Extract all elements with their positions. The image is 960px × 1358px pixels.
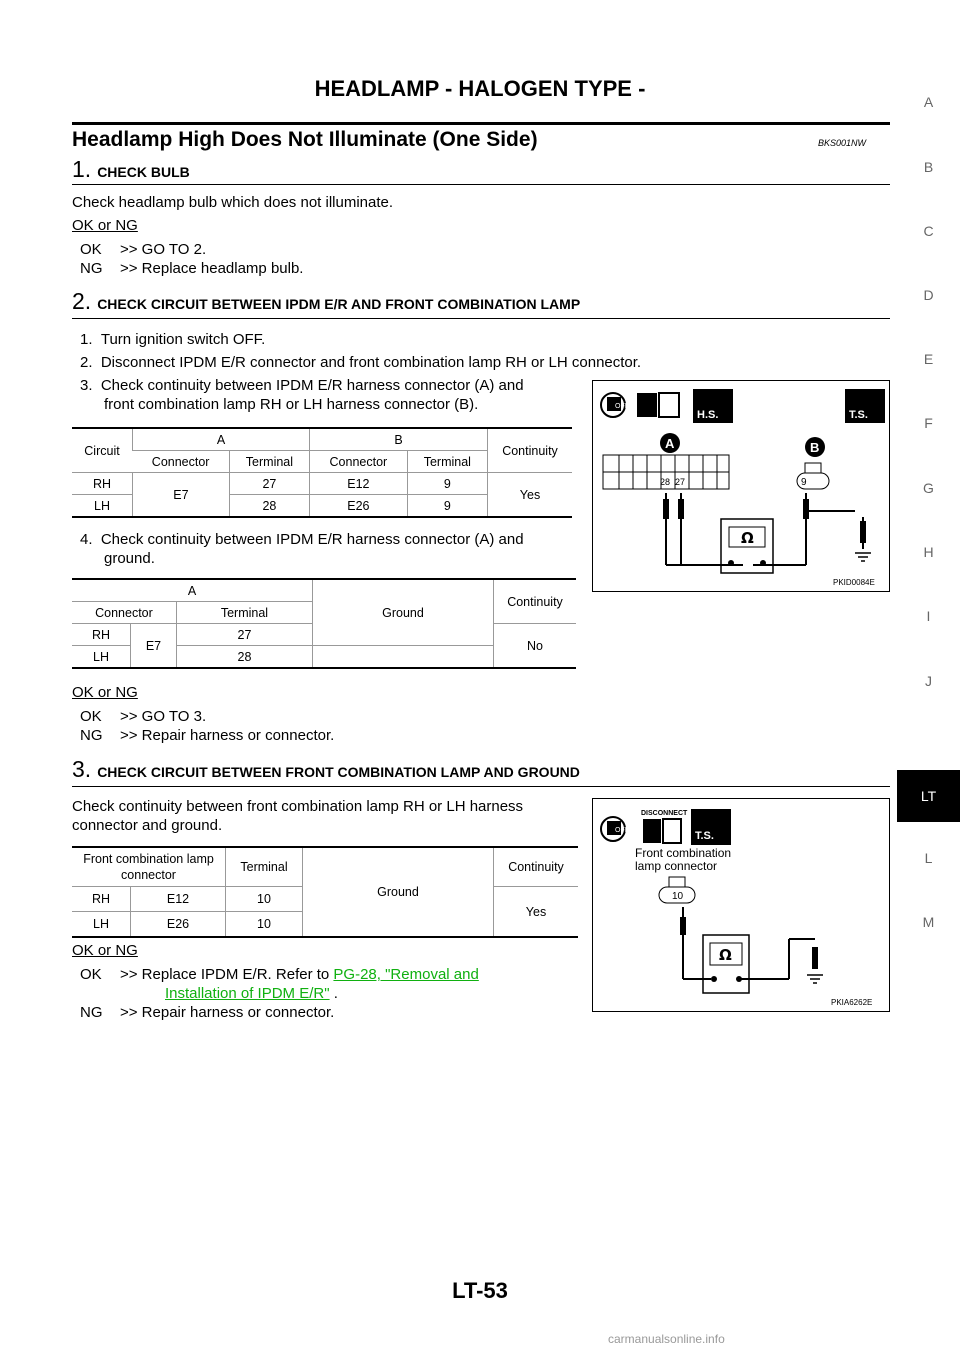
ok-key: OK bbox=[80, 966, 102, 983]
cell-a-conn: E7 bbox=[133, 473, 230, 518]
cell-b-conn: E12 bbox=[310, 473, 408, 495]
cell-circuit: RH bbox=[72, 473, 133, 495]
step3-text-a: Check continuity between front combination lamp RH or LH harness bbox=[72, 798, 524, 815]
front-combination-label: Front combination bbox=[635, 846, 732, 860]
connector-disconnect-icon bbox=[643, 819, 681, 843]
ok-value: >> Replace IPDM E/R. Refer to bbox=[120, 966, 334, 983]
th-ground: Ground bbox=[303, 847, 494, 937]
cell-b-conn: E26 bbox=[310, 495, 408, 518]
cell-circuit: RH bbox=[72, 624, 131, 646]
cell-term: 27 bbox=[176, 624, 312, 646]
ok-value: >> GO TO 3. bbox=[120, 708, 207, 725]
continuity-table-3 bbox=[72, 846, 578, 938]
step2-okng: OK or NG bbox=[72, 684, 138, 701]
ok-tail: . bbox=[329, 985, 338, 1002]
side-index-a[interactable]: A bbox=[923, 94, 934, 110]
lamp-connector-label: lamp connector bbox=[635, 859, 718, 873]
step2-item4a: 4. Check continuity between IPDM E/R harness connector (A) and bbox=[80, 531, 524, 548]
svg-text:OFF: OFF bbox=[615, 827, 629, 834]
step3-ok bbox=[80, 965, 584, 984]
pin-28: 28 bbox=[660, 477, 671, 487]
th-a-terminal: Terminal bbox=[229, 451, 309, 473]
terminal-side-icon bbox=[691, 809, 731, 845]
label-b: B bbox=[810, 440, 820, 455]
ng-value: >> Repair harness or connector. bbox=[120, 1004, 335, 1021]
harness-side-icon bbox=[693, 389, 733, 423]
ng-key: NG bbox=[80, 1004, 103, 1021]
step3-rule bbox=[72, 786, 890, 787]
ohmmeter-icon bbox=[703, 935, 749, 993]
th-circuit: Circuit bbox=[72, 428, 133, 473]
ng-value: >> Repair harness or connector. bbox=[120, 727, 335, 744]
diagram-lamp-ground bbox=[592, 798, 890, 1012]
omega-symbol: Ω bbox=[741, 529, 754, 547]
cell-conn: E7 bbox=[131, 624, 177, 669]
diagram-ipdm-continuity bbox=[592, 380, 890, 592]
cell-circuit: LH bbox=[94, 498, 110, 513]
th-line-1: Front combination lamp bbox=[83, 852, 214, 866]
page-header-title: HEADLAMP - HALOGEN TYPE - bbox=[314, 76, 646, 101]
watermark: carmanualsonline.info bbox=[608, 1332, 725, 1346]
side-index-h[interactable]: H bbox=[923, 544, 934, 560]
step2-rule bbox=[72, 318, 890, 319]
pin-10: 10 bbox=[672, 891, 684, 902]
link-pg-28[interactable]: PG-28, "Removal and bbox=[333, 966, 479, 983]
ignition-off-icon bbox=[601, 393, 629, 417]
step2-item3a: 3. Check continuity between IPDM E/R harness connector (A) and bbox=[80, 377, 524, 394]
cell-term: 28 bbox=[176, 646, 312, 669]
step1-ok bbox=[80, 240, 206, 259]
step2-item2: 2. Disconnect IPDM E/R connector and front combination lamp RH or LH connector. bbox=[80, 354, 642, 371]
side-index-e[interactable]: E bbox=[923, 351, 934, 367]
step1-rule bbox=[72, 184, 890, 185]
th-a: A bbox=[72, 579, 313, 602]
step1-number: 1. bbox=[72, 156, 92, 182]
diagram-1-svg bbox=[593, 381, 889, 591]
continuity-table-2 bbox=[72, 578, 576, 669]
cell-ground-spacer bbox=[313, 646, 494, 669]
cell-circuit: LH bbox=[93, 649, 109, 664]
step1-ng bbox=[80, 259, 303, 278]
step1-okng: OK or NG bbox=[72, 217, 138, 234]
cell-conn: E26 bbox=[131, 912, 226, 938]
cell-conn: E12 bbox=[131, 887, 226, 912]
step3-ok-cont bbox=[165, 984, 338, 1003]
cell-continuity: No bbox=[494, 624, 577, 669]
side-index-g[interactable]: G bbox=[923, 480, 934, 496]
cell-a-term: 28 bbox=[229, 495, 309, 518]
diagram-2-svg bbox=[593, 799, 889, 1011]
step3-title: CHECK CIRCUIT BETWEEN FRONT COMBINATION LAMP AND GROUND bbox=[97, 764, 580, 780]
ignition-off-icon bbox=[601, 817, 629, 841]
step1-title: CHECK BULB bbox=[97, 164, 190, 180]
diagram-1-code: PKID0084E bbox=[833, 578, 875, 587]
side-index-f[interactable]: F bbox=[924, 415, 933, 431]
pin-9: 9 bbox=[801, 477, 807, 488]
connector-disconnect-icon bbox=[637, 393, 679, 417]
th-b: B bbox=[310, 428, 488, 451]
cell-circuit: LH bbox=[93, 917, 109, 931]
step2-ng bbox=[80, 726, 334, 745]
continuity-table-1 bbox=[72, 427, 572, 518]
step3-okng: OK or NG bbox=[72, 942, 138, 959]
side-index-d[interactable]: D bbox=[923, 287, 934, 303]
th-a: A bbox=[133, 428, 310, 451]
step3-heading bbox=[72, 756, 580, 783]
step2-heading bbox=[72, 288, 580, 315]
label-a: A bbox=[665, 436, 675, 451]
th-continuity: Continuity bbox=[488, 428, 573, 473]
side-index-l[interactable]: L bbox=[924, 850, 933, 866]
ground-icon bbox=[855, 553, 871, 561]
cell-continuity: Yes bbox=[488, 473, 573, 518]
ground-icon bbox=[807, 975, 823, 983]
cell-b-term: 9 bbox=[407, 473, 487, 495]
terminal-side-icon bbox=[845, 389, 885, 423]
th-connector: Connector bbox=[72, 602, 176, 624]
th-b-connector: Connector bbox=[310, 451, 408, 473]
side-index-lt-active[interactable]: LT bbox=[897, 770, 960, 822]
section-title: Headlamp High Does Not Illuminate (One Side) bbox=[72, 128, 538, 151]
cell-term: 10 bbox=[226, 912, 303, 938]
ng-key: NG bbox=[80, 260, 103, 277]
cell-circuit: RH bbox=[72, 887, 131, 912]
header-rule bbox=[72, 122, 890, 125]
step2-title: CHECK CIRCUIT BETWEEN IPDM E/R AND FRONT COMBINATION LAMP bbox=[97, 296, 581, 312]
th-terminal: Terminal bbox=[176, 602, 312, 624]
step2-item4b: ground. bbox=[104, 550, 155, 567]
disconnect-label: DISCONNECT bbox=[641, 810, 688, 817]
side-index-c[interactable]: C bbox=[923, 223, 934, 239]
ok-value: >> GO TO 2. bbox=[120, 241, 207, 258]
table-row bbox=[72, 473, 572, 495]
svg-text:T.S.: T.S. bbox=[695, 830, 714, 842]
step3-number: 3. bbox=[72, 756, 92, 782]
cell-term: 10 bbox=[226, 887, 303, 912]
pin-27: 27 bbox=[675, 477, 686, 487]
svg-text:OFF: OFF bbox=[615, 403, 629, 410]
ng-value: >> Replace headlamp bulb. bbox=[120, 260, 304, 277]
step2-item1: 1. Turn ignition switch OFF. bbox=[80, 331, 266, 348]
th-terminal: Terminal bbox=[226, 847, 303, 887]
th-ground: Ground bbox=[313, 579, 494, 646]
ok-key: OK bbox=[80, 241, 102, 258]
cell-b-term: 9 bbox=[407, 495, 487, 518]
side-index-j[interactable]: J bbox=[925, 673, 932, 689]
ng-key: NG bbox=[80, 727, 103, 744]
step1-heading bbox=[72, 156, 190, 183]
omega-symbol: Ω bbox=[719, 946, 732, 964]
cell-continuity: Yes bbox=[494, 887, 579, 938]
step2-item3b: front combination lamp RH or LH harness connector (B). bbox=[104, 396, 479, 413]
step3-ng bbox=[80, 1003, 334, 1022]
th-front-combination-lamp-connector bbox=[72, 847, 226, 887]
th-continuity: Continuity bbox=[494, 579, 577, 624]
th-continuity: Continuity bbox=[494, 847, 579, 887]
step1-text: Check headlamp bulb which does not illuminate. bbox=[72, 194, 394, 211]
diagram-2-code: PKIA6262E bbox=[831, 998, 873, 1007]
step3-text-b: connector and ground. bbox=[72, 817, 223, 834]
side-index-m[interactable]: M bbox=[922, 914, 935, 930]
step2-number: 2. bbox=[72, 288, 92, 314]
side-index-b[interactable]: B bbox=[923, 159, 934, 175]
page-number: LT-53 bbox=[452, 1278, 508, 1303]
th-b-terminal: Terminal bbox=[407, 451, 487, 473]
th-a-connector: Connector bbox=[133, 451, 230, 473]
link-pg-28-cont[interactable]: Installation of IPDM E/R" bbox=[165, 985, 330, 1002]
section-code: BKS001NW bbox=[818, 138, 867, 148]
th-line-2: connector bbox=[121, 868, 176, 882]
side-index-i[interactable]: I bbox=[926, 608, 931, 624]
step2-ok bbox=[80, 707, 206, 726]
ok-key: OK bbox=[80, 708, 102, 725]
svg-text:H.S.: H.S. bbox=[697, 409, 719, 421]
cell-a-term: 27 bbox=[229, 473, 309, 495]
svg-text:T.S.: T.S. bbox=[849, 409, 868, 421]
